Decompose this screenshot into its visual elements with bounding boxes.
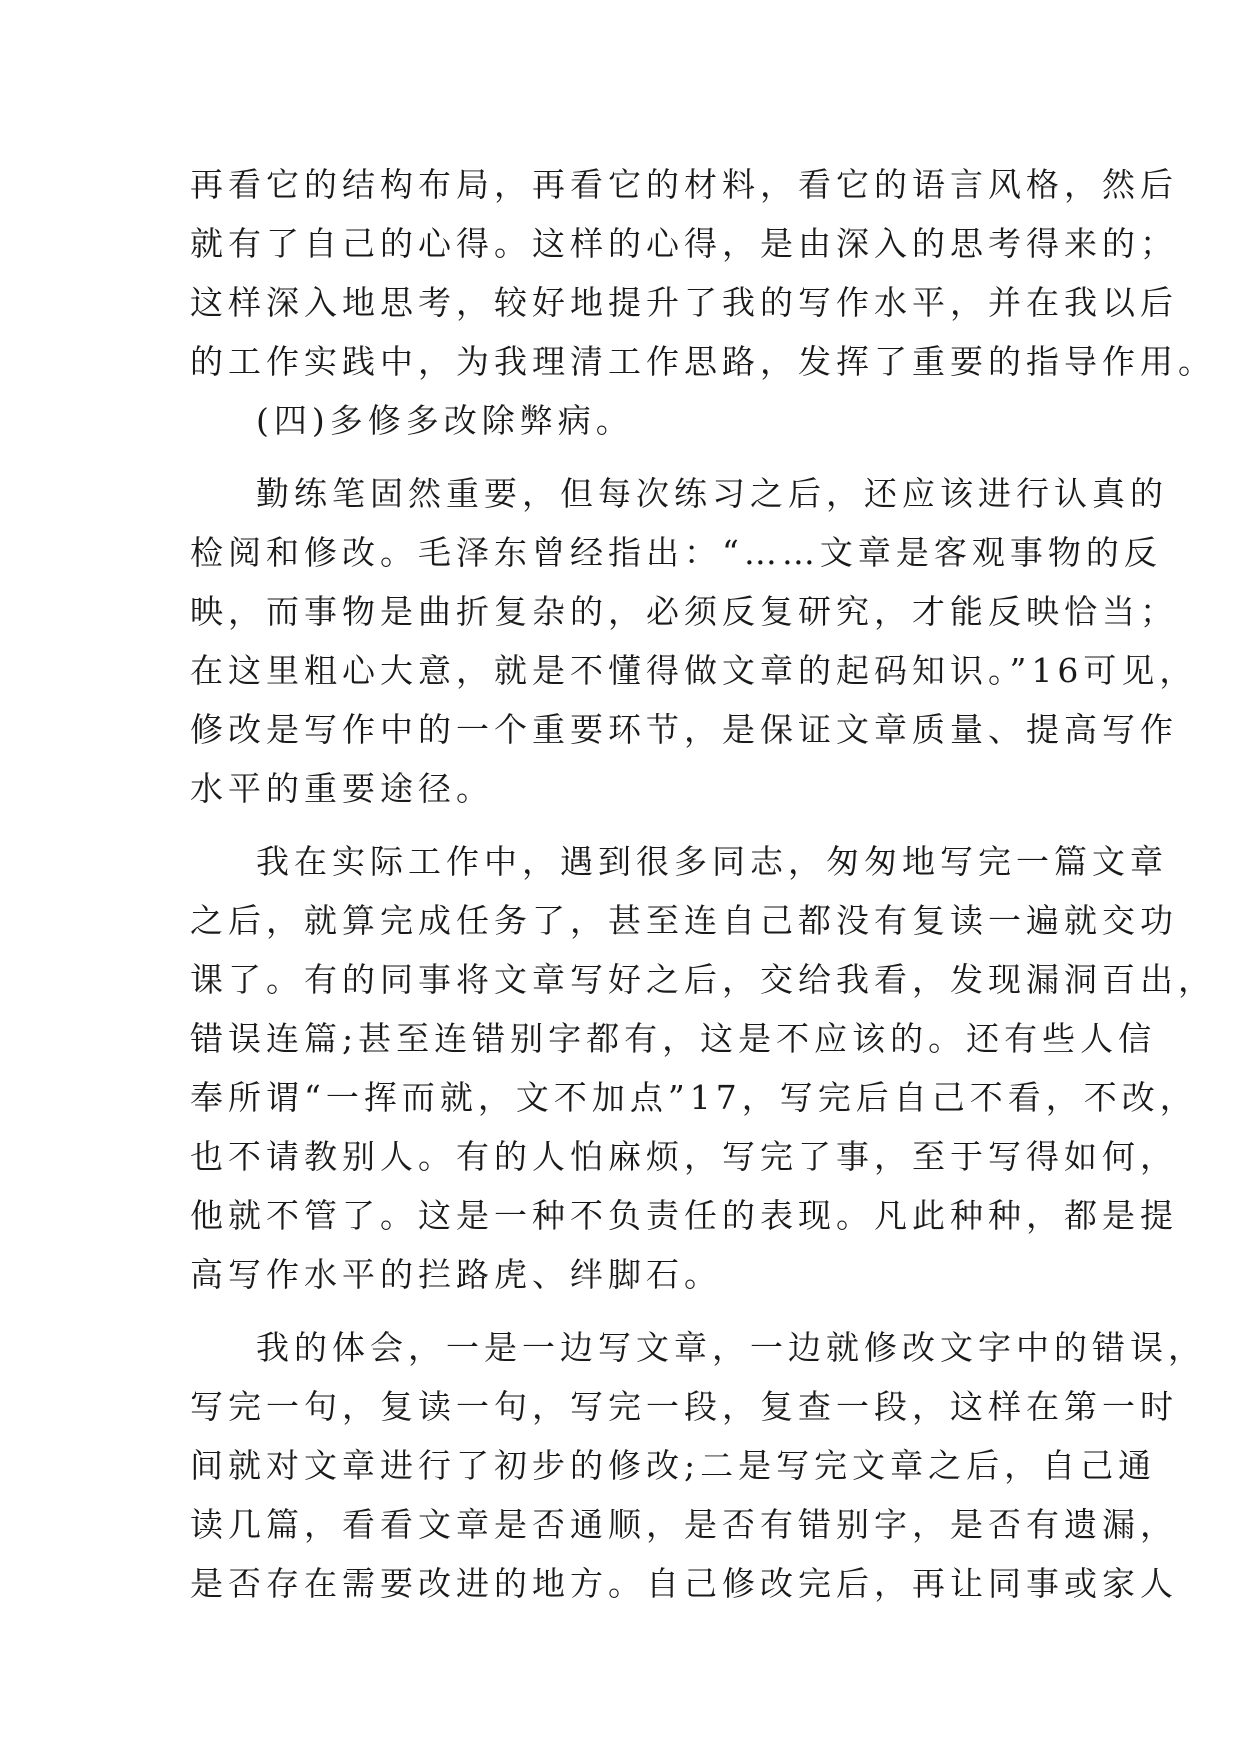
text-line: 再看它的结构布局，再看它的材料，看它的语言风格，然后 <box>190 165 1178 204</box>
text-line: 他就不管了。这是一种不负责任的表现。凡此种种，都是提 <box>190 1196 1178 1235</box>
text-line: 水平的重要途径。 <box>190 769 494 808</box>
text-line: 这样深入地思考，较好地提升了我的写作水平，并在我以后 <box>190 283 1178 322</box>
text-line: 课了。有的同事将文章写好之后，交给我看，发现漏洞百出， <box>190 960 1216 999</box>
text-line: 映，而事物是曲折复杂的，必须反复研究，才能反映恰当； <box>190 592 1178 631</box>
text-line: 间就对文章进行了初步的修改;二是写完文章之后，自己通 <box>190 1446 1157 1485</box>
text-line: 就有了自己的心得。这样的心得，是由深入的思考得来的； <box>190 224 1178 263</box>
text-line: 的工作实践中，为我理清工作思路，发挥了重要的指导作用。 <box>190 342 1216 381</box>
text-line: 在这里粗心大意，就是不懂得做文章的起码知识。”16可见， <box>190 651 1198 690</box>
body-text <box>190 155 1216 1613</box>
text-line: 写完一句，复读一句，写完一段，复查一段，这样在第一时 <box>190 1387 1178 1426</box>
text-line: 奉所谓“一挥而就，文不加点”17，写完后自己不看，不改， <box>190 1078 1198 1117</box>
paragraph-start-line: 我的体会，一是一边写文章，一边就修改文字中的错误， <box>256 1328 1206 1367</box>
paragraph-start-line: 我在实际工作中，遇到很多同志，匆匆地写完一篇文章 <box>256 842 1168 881</box>
section-heading: (四)多修多改除弊病。 <box>256 401 634 440</box>
text-line: 错误连篇;甚至连错别字都有，这是不应该的。还有些人信 <box>190 1019 1157 1058</box>
text-line: 检阅和修改。毛泽东曾经指出：“……文章是客观事物的反 <box>190 533 1162 572</box>
text-line: 修改是写作中的一个重要环节，是保证文章质量、提高写作 <box>190 710 1178 749</box>
paragraph-start-line: 勤练笔固然重要，但每次练习之后，还应该进行认真的 <box>256 474 1168 513</box>
text-line: 也不请教别人。有的人怕麻烦，写完了事，至于写得如何， <box>190 1137 1178 1176</box>
text-line: 读几篇，看看文章是否通顺，是否有错别字，是否有遗漏， <box>190 1505 1178 1544</box>
text-line: 是否存在需要改进的地方。自己修改完后，再让同事或家人 <box>190 1564 1178 1603</box>
text-line: 之后，就算完成任务了，甚至连自己都没有复读一遍就交功 <box>190 901 1178 940</box>
text-line: 高写作水平的拦路虎、绊脚石。 <box>190 1255 722 1294</box>
